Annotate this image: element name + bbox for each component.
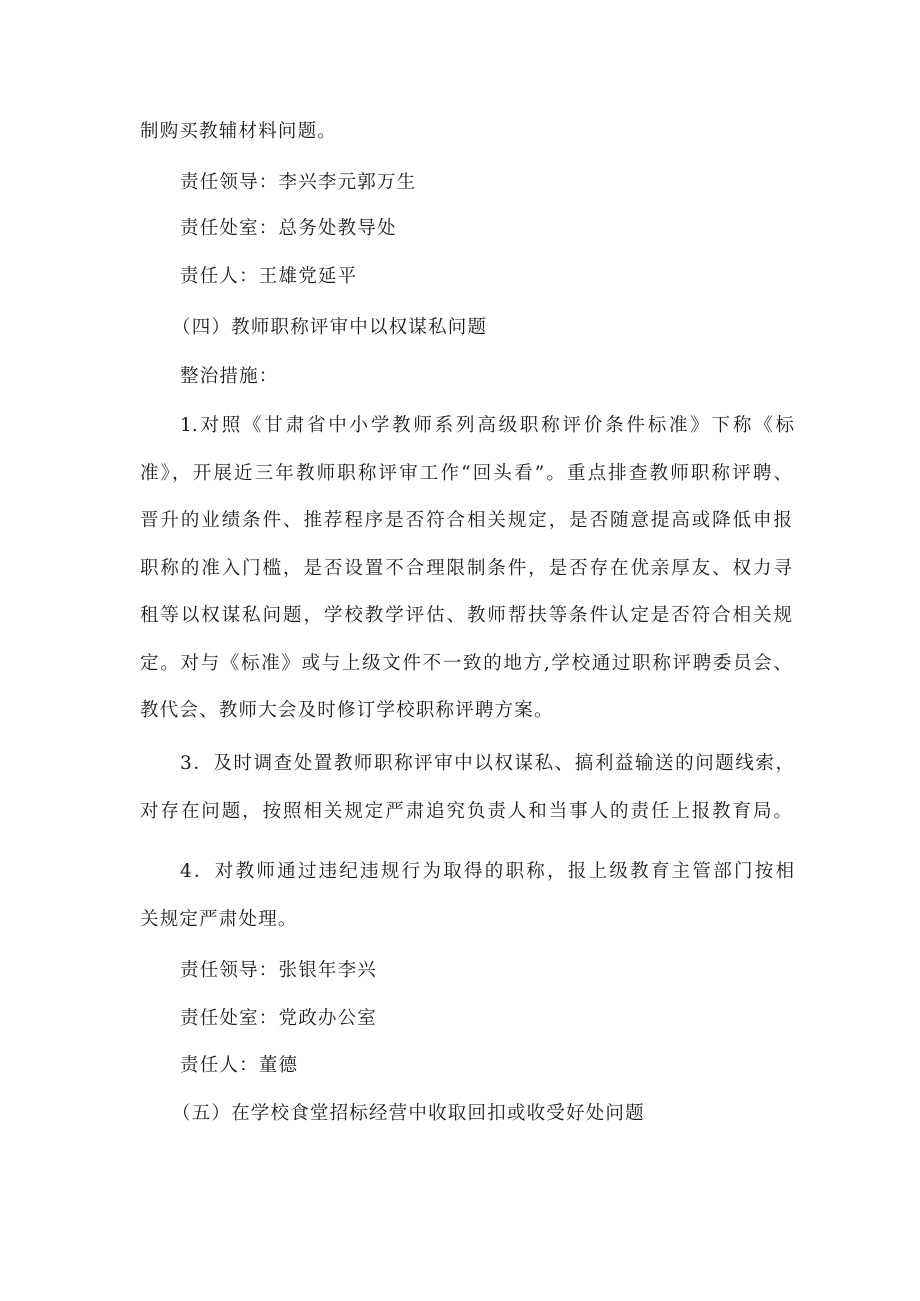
measures-label: 整治措施：: [180, 366, 279, 387]
paragraph-line: 准》，开展近三年教师职称评审工作“回头看”。重点排查教师职称评聘、: [140, 463, 792, 484]
paragraph-line: 晋升的业绩条件、推荐程序是否符合相关规定，是否随意提高或降低申报: [140, 510, 792, 531]
paragraph-line: 关规定严肃处理。: [140, 909, 298, 930]
paragraph-line: 定。对与《标准》或与上级文件不一致的地方,学校通过职称评聘委员会、: [140, 653, 792, 674]
responsible-leader: 责任领导：李兴李元郭万生: [180, 172, 417, 193]
paragraph-line: 4．对教师通过违纪违规行为取得的职称，报上级教育主管部门按相: [180, 861, 794, 882]
responsible-office: 责任处室：总务处教导处: [180, 218, 397, 239]
responsible-person: 责任人：董德: [180, 1055, 299, 1076]
section-heading: （五）在学校食堂招标经营中收取回扣或收受好处问题: [172, 1103, 645, 1124]
paragraph-line: 3．及时调查处置教师职称评审中以权谋私、搞利益输送的问题线索，: [180, 753, 794, 774]
paragraph-line: 1.对照《甘肃省中小学教师系列高级职称评价条件标准》下称《标: [180, 415, 794, 436]
section-heading: （四）教师职称评审中以权谋私问题: [172, 317, 488, 338]
responsible-leader: 责任领导：张银年李兴: [180, 960, 378, 981]
paragraph-line: 教代会、教师大会及时修订学校职称评聘方案。: [140, 700, 554, 721]
responsible-office: 责任处室：党政办公室: [180, 1008, 378, 1029]
paragraph-line: 租等以权谋私问题，学校教学评估、教师帮扶等条件认定是否符合相关规: [140, 605, 792, 626]
paragraph-line: 对存在问题，按照相关规定严肃追究负责人和当事人的责任上报教育局。: [140, 801, 792, 822]
responsible-person: 责任人：王雄党延平: [180, 266, 358, 287]
text-line: 制购买教辅材料问题。: [140, 121, 338, 142]
paragraph-line: 职称的准入门槛，是否设置不合理限制条件，是否存在优亲厚友、权力寻: [140, 558, 792, 579]
